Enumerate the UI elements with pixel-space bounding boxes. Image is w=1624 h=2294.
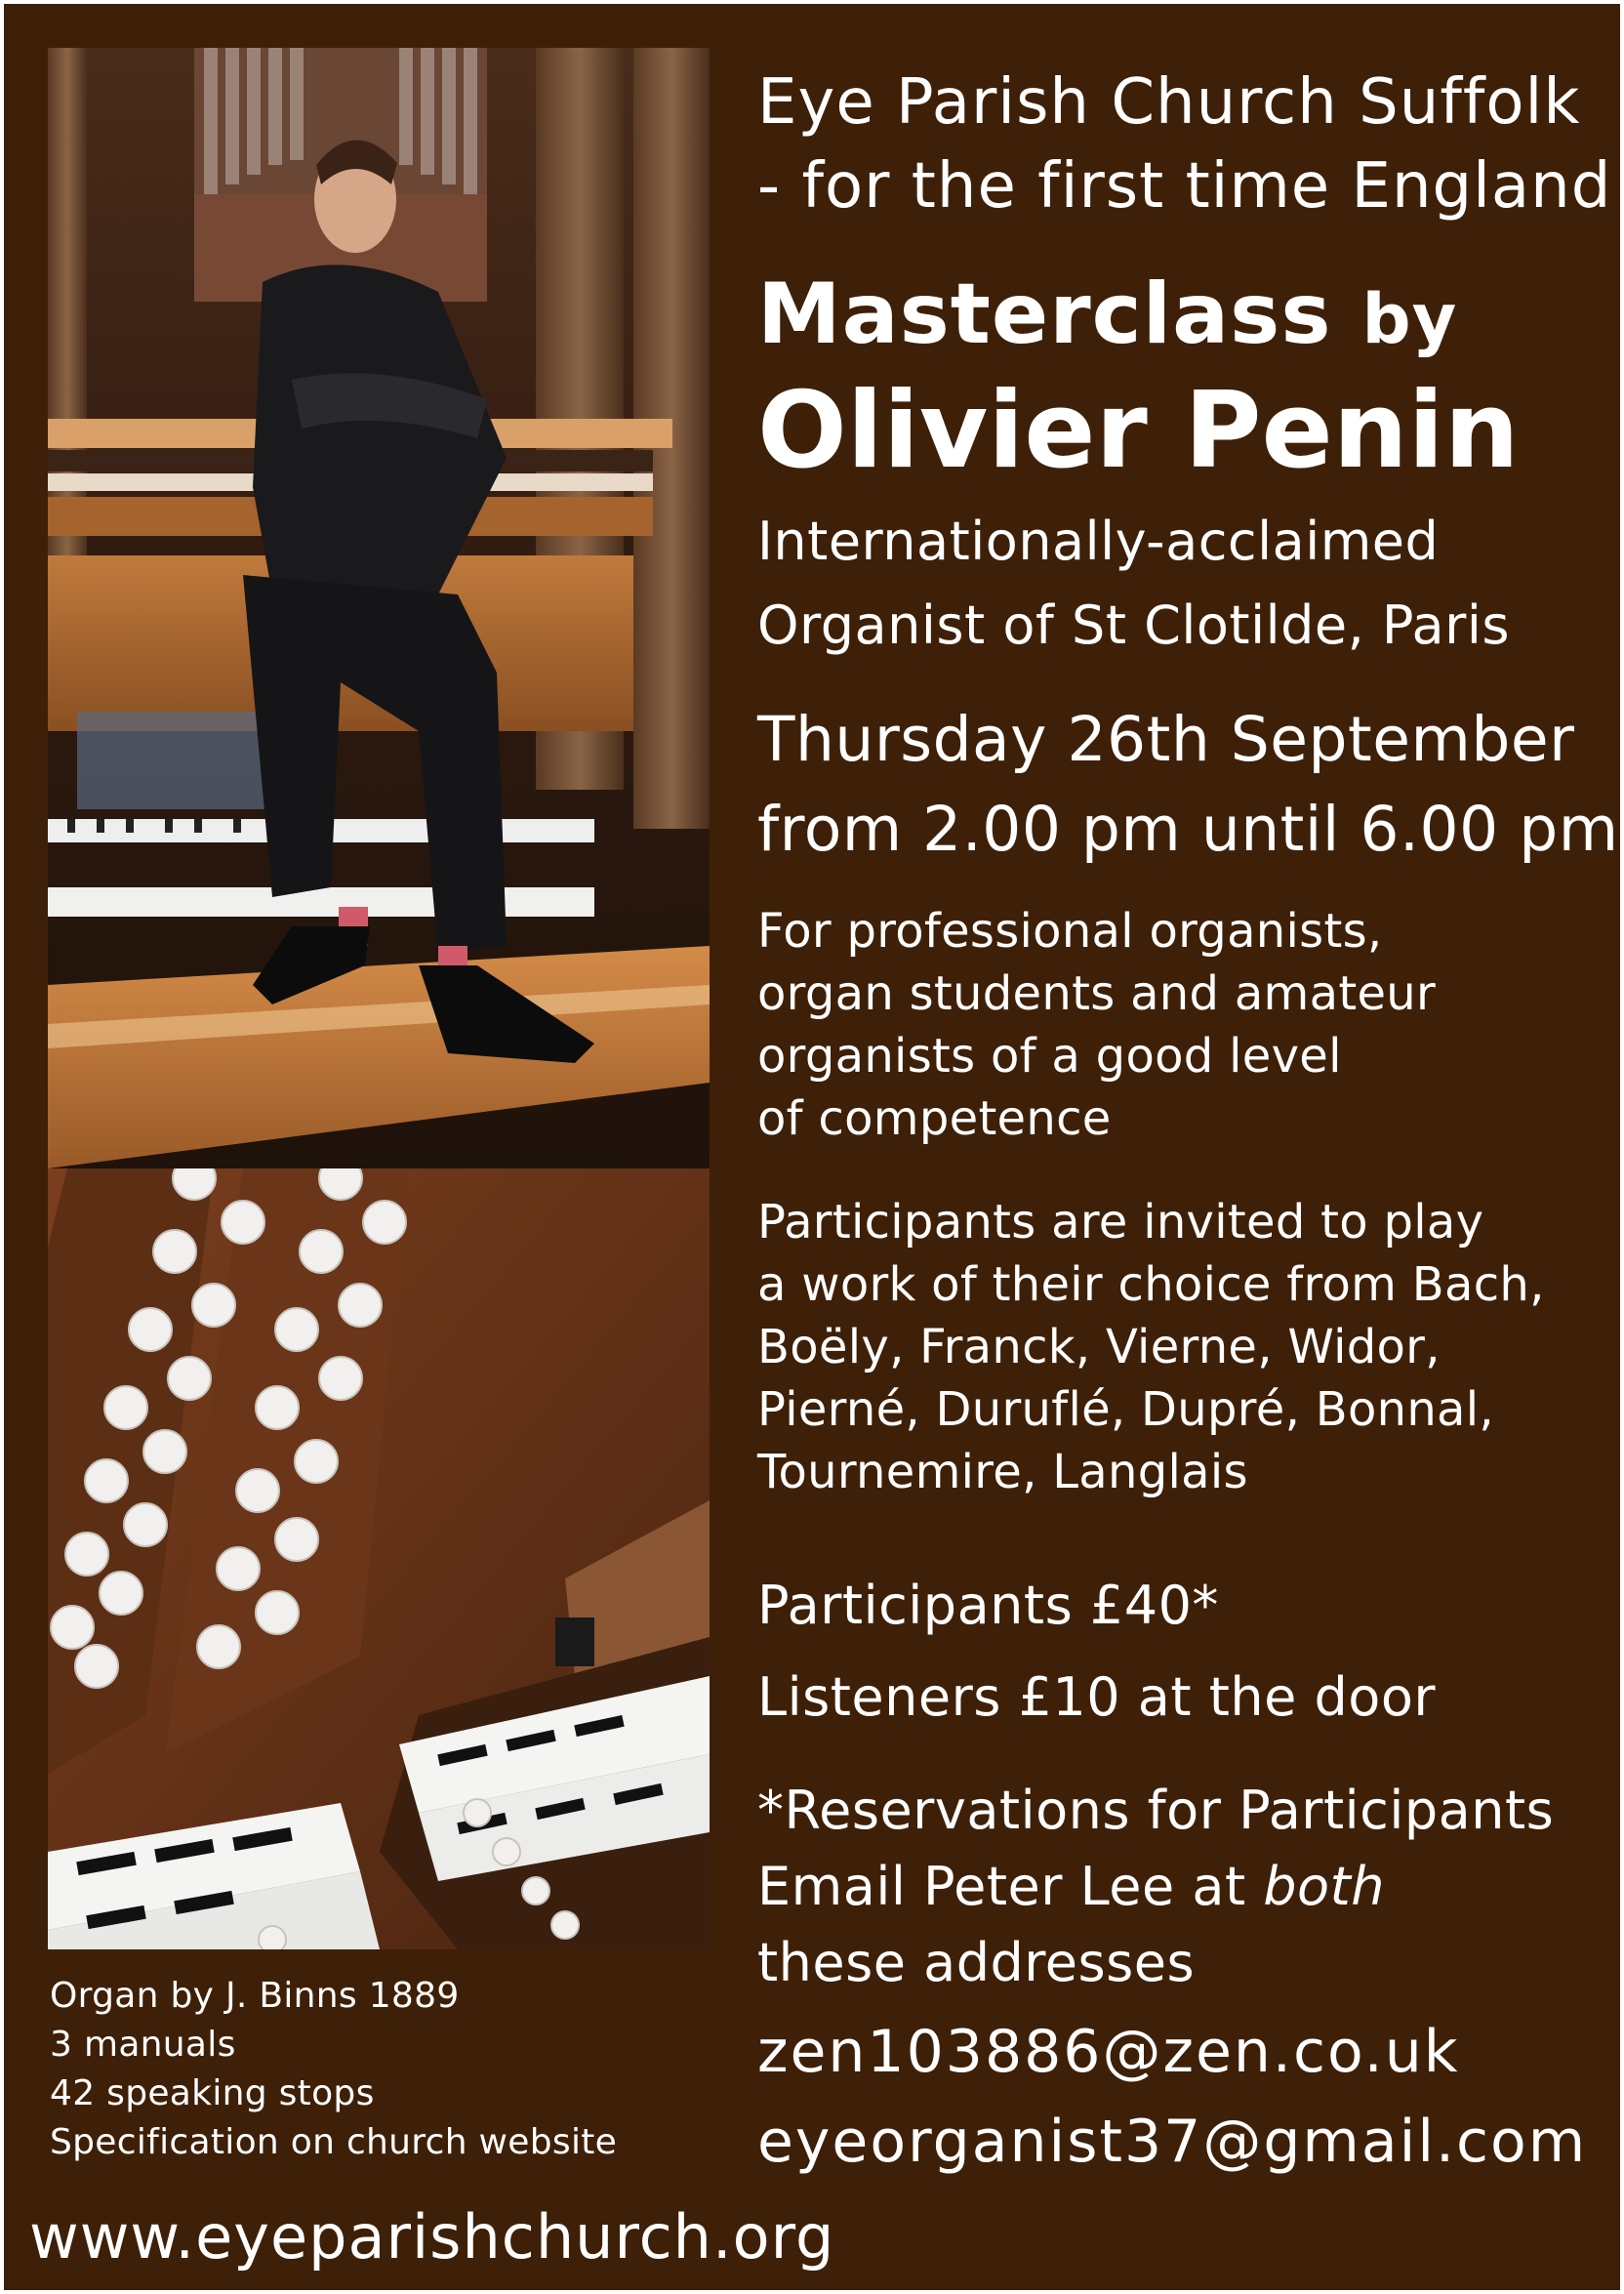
organ-caption — [50, 1972, 713, 2167]
prices-block — [757, 1560, 1616, 1743]
schedule-block — [757, 695, 1619, 875]
organist-photo — [48, 48, 710, 1168]
repertoire-line: Boëly, Franck, Vierne, Widor, — [757, 1320, 1441, 1374]
participant-price: Participants £40* — [757, 1575, 1219, 1636]
listener-price: Listeners £10 at the door — [757, 1666, 1437, 1728]
reservations-heading: *Reservations for Participants — [757, 1780, 1555, 1841]
audience-block — [757, 900, 1616, 1150]
organist-illustration — [48, 48, 710, 1168]
masterclass-word: Masterclass — [757, 266, 1332, 363]
by-word: by — [1361, 279, 1458, 359]
caption-line: 42 speaking stops — [50, 2073, 375, 2113]
emails-block — [757, 2007, 1616, 2187]
reservations-addresses-label: these addresses — [757, 1932, 1196, 1993]
credentials-line-2: Organist of St Clotilde, Paris — [757, 594, 1510, 656]
website-url[interactable]: www.eyeparishchurch.org — [29, 2201, 835, 2273]
email-address-1[interactable]: zen103886@zen.co.uk — [757, 2018, 1460, 2086]
reservations-instruction — [757, 1849, 1616, 1925]
repertoire-line: Pierné, Duruflé, Dupré, Bonnal, — [757, 1382, 1494, 1437]
caption-line: 3 manuals — [50, 2025, 236, 2065]
emphasis-both: both — [1263, 1856, 1385, 1917]
audience-line: organ students and amateur — [757, 966, 1437, 1021]
event-time: from 2.00 pm until 6.00 pm — [757, 794, 1619, 865]
credentials-line-1: Internationally-acclaimed — [757, 511, 1440, 572]
repertoire-line: Tournemire, Langlais — [757, 1445, 1248, 1499]
header-block — [757, 61, 1616, 228]
audience-line: of competence — [757, 1091, 1112, 1146]
credentials-block — [757, 500, 1616, 668]
caption-line: Organ by J. Binns 1889 — [50, 1976, 460, 2016]
repertoire-line: a work of their choice from Bach, — [757, 1257, 1545, 1312]
organ-stops-illustration — [48, 1168, 710, 1949]
audience-line: For professional organists, — [757, 904, 1383, 959]
repertoire-line: Participants are invited to play — [757, 1195, 1484, 1249]
title-line-1 — [757, 266, 1616, 368]
event-date: Thursday 26th September — [757, 704, 1575, 775]
audience-line: organists of a good level — [757, 1029, 1342, 1084]
email-address-2[interactable]: eyeorganist37@gmail.com — [757, 2108, 1588, 2176]
church-name: Eye Parish Church Suffolk — [757, 66, 1581, 139]
first-time-note: - for the first time England — [757, 150, 1612, 223]
reservations-instruction-text: Email Peter Lee at — [757, 1856, 1264, 1917]
performer-name: Olivier Penin — [757, 370, 1520, 492]
reservations-block — [757, 1773, 1616, 2001]
caption-line: Specification on church website — [50, 2122, 618, 2162]
organ-stops-photo — [48, 1168, 710, 1949]
repertoire-block — [757, 1191, 1616, 1503]
